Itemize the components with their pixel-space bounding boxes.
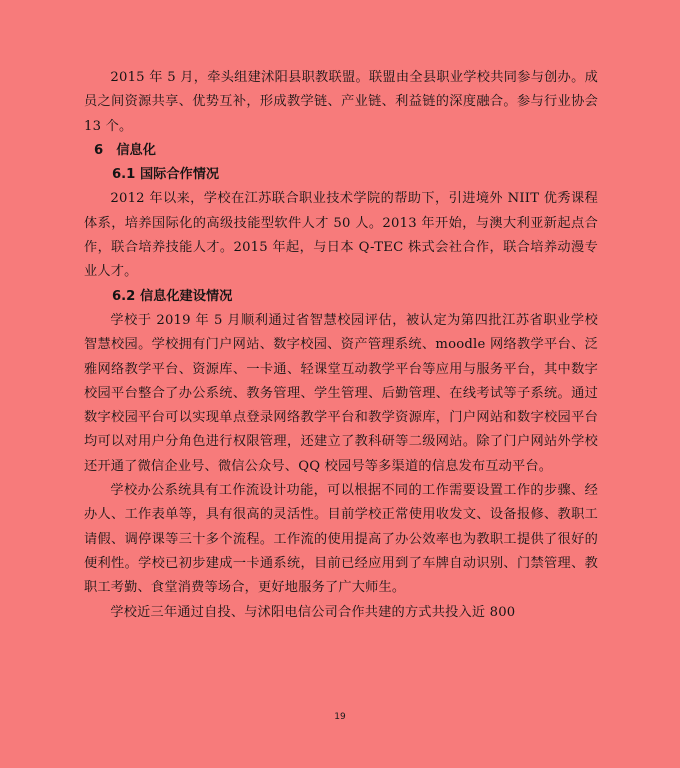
- section-6-heading: 6 信息化: [94, 142, 156, 158]
- section-6-1-heading: 6.1 国际合作情况: [112, 167, 220, 183]
- paragraph-smart-campus: 学校于 2019 年 5 月顺利通过省智慧校园评估，被认定为第四批江苏省职业学校智慧校园。学校拥有门户网站、数字校园、资产管理系统、moodle 网络教学平台、泛雅网络教学平台、资源库、一卡通、轻课堂互动教学平台等应用与服务平台，其中数字校园平台整合了办公系统、教务管理、学生管理、后勤管理、在线考试等子系统。通过数字校园平台可以实现单点登录网络教学平台和教学资源库，门户网站和数字校园平台均可以对用户分角色进行权限管理，还建立了教科研等二级网站。除了门户网站外学校还开通了微信企业号、微信公众号、QQ 校园号等多渠道的信息发布互动平台。: [84, 312, 598, 474]
- paragraph-international-cooperation: 2012 年以来，学校在江苏联合职业技术学院的帮助下，引进境外 NIIT 优秀课程体系，培养国际化的高级技能型软件人才 50 人。2013 年开始，与澳大利亚新起点合作，联合培养技能人才。2015 年起，与日本 Q-TEC 株式会社合作，联合培养动漫专业人才。: [84, 191, 598, 280]
- paragraph-investment: 学校近三年通过自投、与沭阳电信公司合作共建的方式共投入近 800: [110, 604, 516, 620]
- page-number: 19: [334, 712, 346, 722]
- paragraph-alliance: 2015 年 5 月，牵头组建沭阳县职教联盟。联盟由全县职业学校共同参与创办。成员之间资源共享、优势互补，形成教学链、产业链、利益链的深度融合。参与行业协会 13 个。: [84, 70, 598, 134]
- document-body: [84, 66, 598, 625]
- section-6-2-heading: 6.2 信息化建设情况: [112, 288, 233, 304]
- paragraph-office-system: 学校办公系统具有工作流设计功能，可以根据不同的工作需要设置工作的步骤、经办人、工作表单等，具有很高的灵活性。目前学校正常使用收发文、设备报修、教职工请假、调停课等三十多个流程。工作流的使用提高了办公效率也为教职工提供了很好的便利性。学校已初步建成一卡通系统，目前已经应用到了车牌自动识别、门禁管理、教职工考勤、食堂消费等场合，更好地服务了广大师生。: [84, 483, 598, 596]
